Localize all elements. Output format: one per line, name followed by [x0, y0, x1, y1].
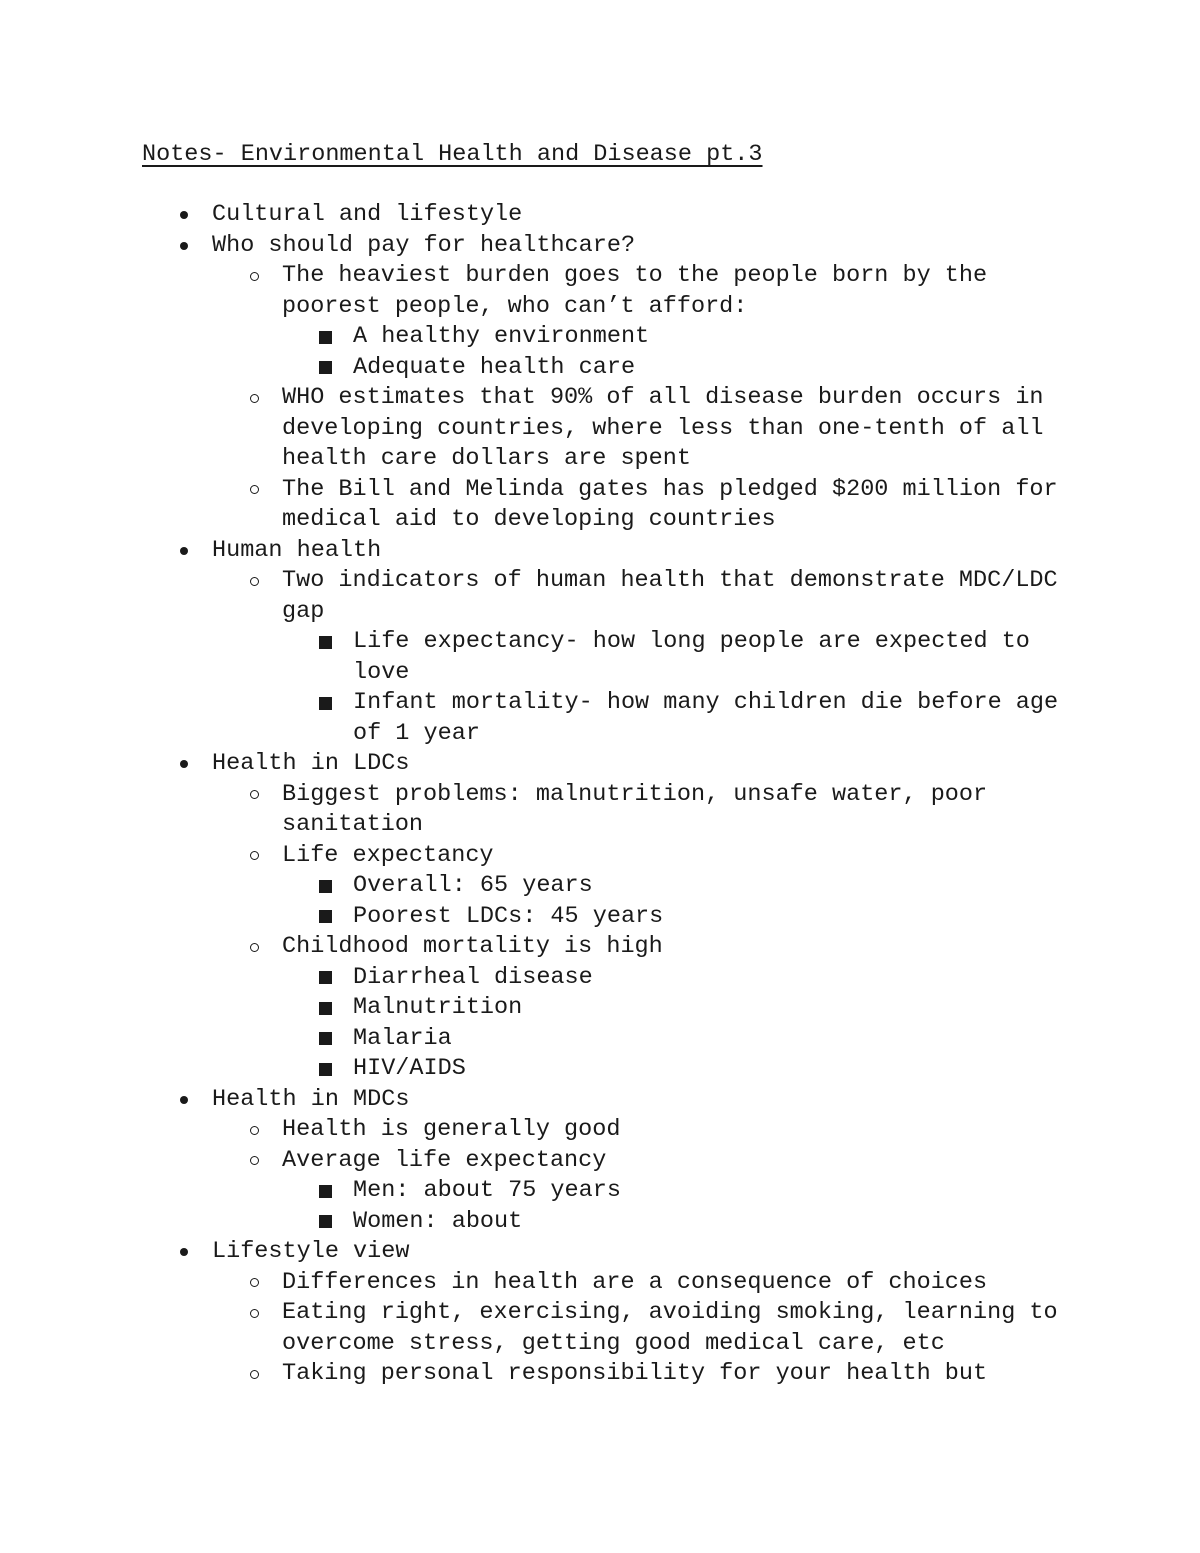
outline-item-text: Poorest LDCs: 45 years	[353, 902, 664, 930]
bullet-square-icon	[314, 993, 336, 1024]
outline-item-level-3	[0, 963, 1073, 994]
notes-outline	[0, 200, 1200, 1390]
outline-item-text: Biggest problems: malnutrition, unsafe water, poor sanitation	[282, 780, 1002, 838]
outline-item-text: Women: about	[353, 1207, 523, 1235]
bullet-circle-icon	[244, 841, 264, 872]
outline-item-level-2	[0, 1298, 1072, 1359]
outline-item-text: Infant mortality- how many children die before age of 1 year	[353, 689, 1073, 747]
outline-item-text: Cultural and lifestyle	[212, 201, 523, 228]
outline-item-text: Human health	[212, 536, 382, 564]
outline-item-level-3	[0, 871, 1073, 902]
outline-item-level-1	[0, 1085, 1200, 1116]
outline-item-level-3	[0, 1054, 1073, 1085]
outline-item-level-3	[0, 993, 1073, 1024]
outline-item-level-2	[0, 780, 1072, 841]
outline-item-text: HIV/AIDS	[353, 1055, 466, 1082]
outline-item-text: The heaviest burden goes to the people born by the poorest people, who can’t afford:	[282, 262, 1002, 320]
outline-item-level-3	[0, 902, 1073, 933]
bullet-square-icon	[314, 688, 336, 719]
outline-item-level-2	[0, 1146, 1072, 1177]
outline-item-text: Taking personal responsibility for your health but	[282, 1360, 988, 1387]
bullet-circle-icon	[244, 1268, 264, 1299]
bullet-circle-icon	[244, 932, 264, 963]
bullet-circle-icon	[244, 261, 264, 292]
outline-item-level-2	[0, 1115, 1072, 1146]
outline-item-level-3	[0, 353, 1073, 384]
bullet-square-icon	[314, 627, 336, 658]
outline-item-text: Health in MDCs	[212, 1085, 410, 1113]
outline-item-level-2	[0, 841, 1072, 872]
bullet-dot-icon	[174, 536, 194, 567]
outline-item-text: Average life expectancy	[282, 1146, 607, 1174]
outline-item-text: Malaria	[353, 1024, 452, 1052]
bullet-circle-icon	[244, 780, 264, 811]
bullet-square-icon	[314, 1207, 336, 1238]
outline-item-level-1	[0, 200, 1200, 231]
outline-item-level-3	[0, 1024, 1073, 1055]
outline-item-text: The Bill and Melinda gates has pledged $200 million for medical aid to developing countries	[282, 475, 1072, 533]
bullet-circle-icon	[244, 1115, 264, 1146]
outline-item-level-3	[0, 688, 1073, 749]
outline-item-text: Childhood mortality is high	[282, 933, 663, 960]
outline-item-level-1	[0, 1237, 1200, 1268]
bullet-square-icon	[314, 1054, 336, 1085]
bullet-circle-icon	[244, 475, 264, 506]
outline-item-level-2	[0, 1268, 1072, 1299]
outline-item-level-2	[0, 1359, 1072, 1390]
outline-item-level-2	[0, 383, 1072, 475]
outline-item-text: WHO estimates that 90% of all disease burden occurs in developing countries, where less than one-tenth of all health care dollars are spent	[282, 384, 1058, 472]
bullet-square-icon	[314, 1176, 336, 1207]
bullet-square-icon	[314, 1024, 336, 1055]
bullet-circle-icon	[244, 383, 264, 414]
outline-item-level-1	[0, 749, 1200, 780]
outline-item-level-3	[0, 1176, 1073, 1207]
outline-item-text: Diarrheal disease	[353, 963, 593, 991]
bullet-square-icon	[314, 353, 336, 384]
outline-item-level-1	[0, 231, 1200, 262]
outline-item-text: Eating right, exercising, avoiding smoking, learning to overcome stress, getting good medical care, etc	[282, 1299, 1072, 1357]
bullet-square-icon	[314, 963, 336, 994]
outline-item-text: Life expectancy	[282, 841, 494, 869]
outline-item-text: A healthy environment	[353, 323, 650, 350]
outline-item-level-3	[0, 627, 1073, 688]
outline-item-text: Two indicators of human health that demonstrate MDC/LDC gap	[282, 567, 1072, 625]
outline-item-text: Differences in health are a consequence of choices	[282, 1268, 988, 1296]
bullet-dot-icon	[174, 1237, 194, 1268]
bullet-dot-icon	[174, 749, 194, 780]
outline-item-level-2	[0, 475, 1072, 536]
bullet-square-icon	[314, 902, 336, 933]
bullet-dot-icon	[174, 200, 194, 231]
outline-item-text: Health is generally good	[282, 1116, 621, 1143]
bullet-circle-icon	[244, 1146, 264, 1177]
outline-item-level-2	[0, 566, 1072, 627]
bullet-dot-icon	[174, 231, 194, 262]
bullet-circle-icon	[244, 1298, 264, 1329]
bullet-square-icon	[314, 322, 336, 353]
outline-item-level-2	[0, 932, 1072, 963]
outline-item-text: Adequate health care	[353, 353, 636, 381]
outline-item-level-3	[0, 1207, 1073, 1238]
outline-item-level-1	[0, 536, 1200, 567]
bullet-dot-icon	[174, 1085, 194, 1116]
bullet-circle-icon	[244, 1359, 264, 1390]
outline-item-text: Health in LDCs	[212, 750, 410, 777]
bullet-circle-icon	[244, 566, 264, 597]
outline-item-text: Who should pay for healthcare?	[212, 231, 636, 259]
outline-item-text: Life expectancy- how long people are expected to love	[353, 628, 1045, 686]
outline-item-text: Lifestyle view	[212, 1238, 410, 1265]
page-title: Notes- Environmental Health and Disease pt.3	[142, 141, 763, 168]
outline-item-level-3	[0, 322, 1073, 353]
outline-item-level-2	[0, 261, 1072, 322]
outline-item-text: Men: about 75 years	[353, 1177, 621, 1204]
bullet-square-icon	[314, 871, 336, 902]
outline-item-text: Malnutrition	[353, 994, 523, 1021]
outline-item-text: Overall: 65 years	[353, 872, 593, 899]
